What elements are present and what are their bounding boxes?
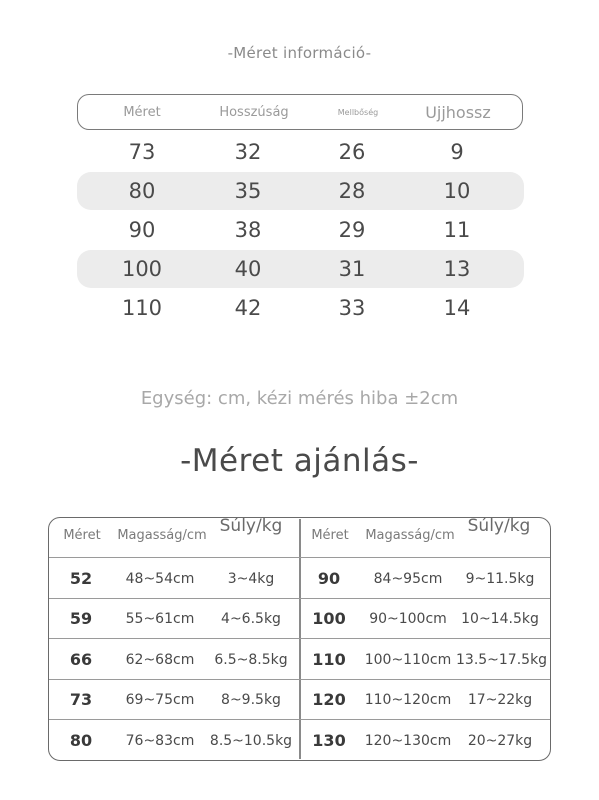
- cell: 38: [234, 218, 262, 242]
- table-row: [77, 289, 524, 327]
- table-cell: 48~54cm: [125, 571, 195, 587]
- table-cell: 120: [312, 690, 346, 709]
- size-info-title: -Méret információ-: [227, 44, 372, 62]
- cell: 80: [128, 179, 156, 203]
- cell: 110: [121, 296, 163, 320]
- table-cell: 66: [69, 650, 93, 669]
- table-cell: 13.5~17.5kg: [456, 652, 548, 668]
- table-cell: 52: [69, 569, 93, 588]
- row-divider: [49, 557, 550, 558]
- cell: 26: [338, 140, 366, 164]
- header-size: Méret: [123, 105, 161, 120]
- table-cell: 80: [69, 731, 93, 750]
- table-cell: 55~61cm: [125, 611, 195, 627]
- table-cell: 84~95cm: [373, 571, 443, 587]
- cell: 13: [443, 257, 471, 281]
- header-size: Méret: [63, 528, 101, 543]
- size-table-header: [77, 94, 523, 130]
- table-cell: 8~9.5kg: [221, 692, 281, 708]
- cell: 100: [121, 257, 163, 281]
- cell: 31: [338, 257, 366, 281]
- cell: 32: [234, 140, 262, 164]
- header-size: Méret: [311, 528, 349, 543]
- table-cell: 9~11.5kg: [465, 571, 535, 587]
- table-cell: 20~27kg: [467, 733, 533, 749]
- cell: 11: [443, 218, 471, 242]
- cell: 73: [128, 140, 156, 164]
- cell: 42: [234, 296, 262, 320]
- table-cell: 100: [312, 609, 346, 628]
- table-cell: 17~22kg: [467, 692, 533, 708]
- table-cell: 10~14.5kg: [461, 611, 539, 627]
- header-length: Hosszúság: [219, 105, 289, 120]
- cell: 29: [338, 218, 366, 242]
- table-divider: [299, 519, 301, 759]
- cell: 14: [443, 296, 471, 320]
- table-row: [77, 133, 524, 171]
- table-cell: 130: [312, 731, 346, 750]
- header-chest: Mellbőség: [337, 108, 379, 117]
- cell: 90: [128, 218, 156, 242]
- cell: 10: [443, 179, 471, 203]
- cell: 40: [234, 257, 262, 281]
- table-cell: 62~68cm: [125, 652, 195, 668]
- table-row: [77, 250, 524, 288]
- table-cell: 90: [317, 569, 341, 588]
- cell: 9: [450, 140, 464, 164]
- table-cell: 110~120cm: [364, 692, 452, 708]
- header-height: Magasság/cm: [365, 528, 455, 543]
- table-cell: 110: [312, 650, 346, 669]
- cell: 28: [338, 179, 366, 203]
- table-cell: 120~130cm: [364, 733, 452, 749]
- table-row: [77, 172, 524, 210]
- table-cell: 4~6.5kg: [221, 611, 281, 627]
- unit-note: Egység: cm, kézi mérés hiba ±2cm: [140, 388, 459, 409]
- table-cell: 73: [69, 690, 93, 709]
- table-cell: 8.5~10.5kg: [209, 733, 293, 749]
- table-cell: 59: [69, 609, 93, 628]
- table-cell: 100~110cm: [364, 652, 452, 668]
- cell: 33: [338, 296, 366, 320]
- header-weight: Súly/kg: [467, 516, 531, 536]
- header-sleeve: Ujjhossz: [425, 103, 491, 122]
- header-weight: Súly/kg: [219, 516, 283, 536]
- table-cell: 90~100cm: [369, 611, 447, 627]
- table-cell: 76~83cm: [125, 733, 195, 749]
- table-cell: 6.5~8.5kg: [214, 652, 288, 668]
- size-recommendation-title: -Méret ajánlás-: [180, 443, 419, 479]
- table-row: [77, 211, 524, 249]
- cell: 35: [234, 179, 262, 203]
- table-cell: 69~75cm: [125, 692, 195, 708]
- header-height: Magasság/cm: [117, 528, 207, 543]
- table-cell: 3~4kg: [227, 571, 275, 587]
